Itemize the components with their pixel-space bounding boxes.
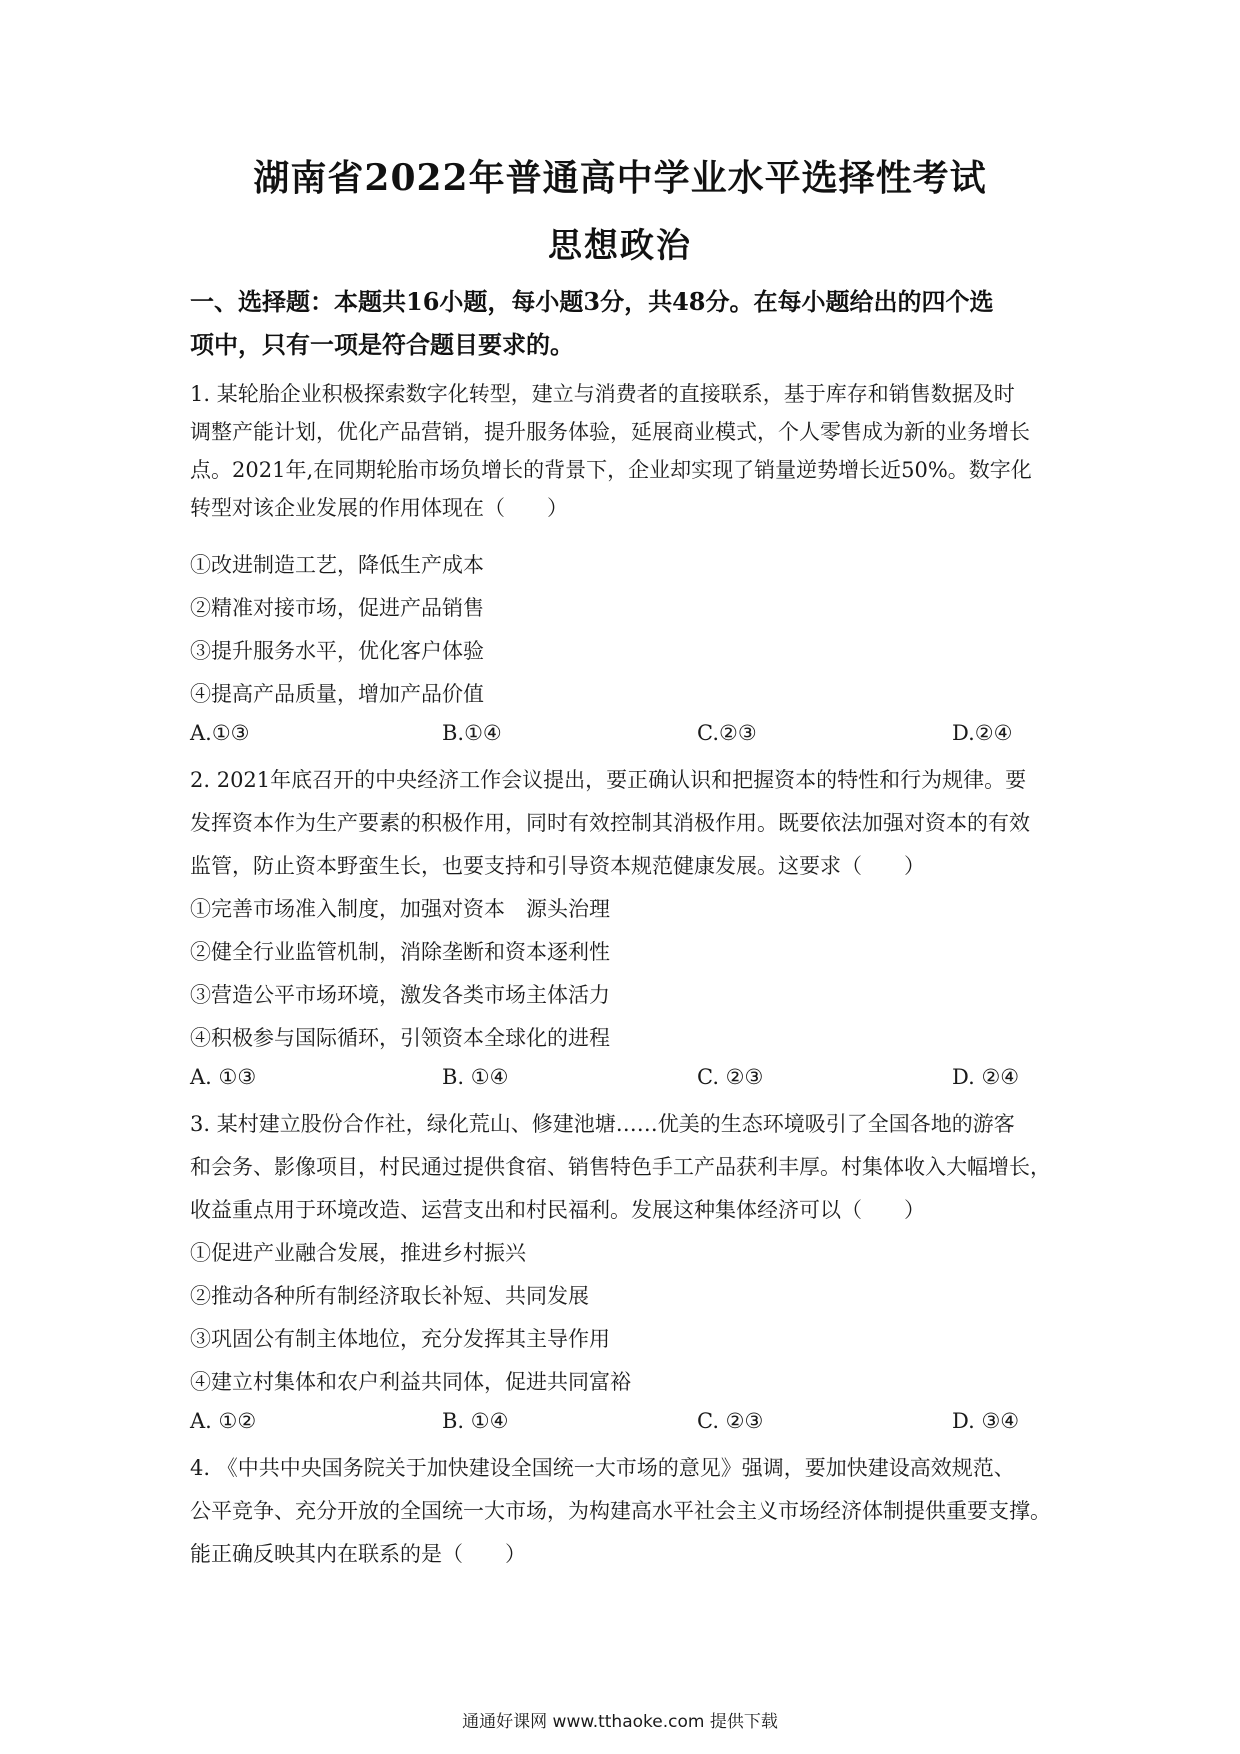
section-heading <box>190 280 1070 366</box>
q4-text-line: 能正确反映其内在联系的是（ ） <box>190 1542 526 1566</box>
q1-option-d[interactable]: D.②④ <box>952 721 1013 745</box>
q1-option-a[interactable]: A.①③ <box>190 721 250 745</box>
q1-option-b[interactable]: B.①④ <box>442 721 502 745</box>
q2-text-line: 监管，防止资本野蛮生长，也要支持和引导资本规范健康发展。这要求（ ） <box>190 854 925 878</box>
q3-text-line: 3. 某村建立股份合作社，绿化荒山、修建池塘……优美的生态环境吸引了全国各地的游客 <box>190 1112 1015 1136</box>
q1-text-line: 调整产能计划，优化产品营销，提升服务体验，延展商业模式，个人零售成为新的业务增长 <box>190 420 1030 444</box>
q1-item: ③提升服务水平，优化客户体验 <box>190 639 484 663</box>
q1-item: ④提高产品质量，增加产品价值 <box>190 682 484 706</box>
q3-option-a[interactable]: A. ①② <box>190 1409 257 1433</box>
q2-item: ④积极参与国际循环，引领资本全球化的进程 <box>190 1026 610 1050</box>
q2-item: ①完善市场准入制度，加强对资本 源头治理 <box>190 897 610 921</box>
q3-option-d[interactable]: D. ③④ <box>952 1409 1020 1433</box>
q2-text-line: 发挥资本作为生产要素的积极作用，同时有效控制其消极作用。既要依法加强对资本的有效 <box>190 811 1030 835</box>
q3-item: ④建立村集体和农户利益共同体，促进共同富裕 <box>190 1370 631 1394</box>
section-line-1: 一、选择题：本题共16小题，每小题3分，共48分。在每小题给出的四个选 <box>190 287 994 316</box>
q2-option-a[interactable]: A. ①③ <box>190 1065 257 1089</box>
q2-option-c[interactable]: C. ②③ <box>697 1065 764 1089</box>
q4-text-line: 公平竞争、充分开放的全国统一大市场，为构建高水平社会主义市场经济体制提供重要支撑。 <box>190 1499 1051 1523</box>
q2-item: ②健全行业监管机制，消除垄断和资本逐利性 <box>190 940 610 964</box>
q3-text-line: 收益重点用于环境改造、运营支出和村民福利。发展这种集体经济可以（ ） <box>190 1198 925 1222</box>
q2-text-line: 2. 2021年底召开的中央经济工作会议提出，要正确认识和把握资本的特性和行为规律。要 <box>190 768 1027 792</box>
q2-option-d[interactable]: D. ②④ <box>952 1065 1020 1089</box>
q2-item: ③营造公平市场环境，激发各类市场主体活力 <box>190 983 610 1007</box>
exam-title: 湖南省2022年普通高中学业水平选择性考试 <box>253 157 987 199</box>
q4-text-line: 4. 《中共中央国务院关于加快建设全国统一大市场的意见》强调，要加快建设高效规范、 <box>190 1456 1015 1480</box>
section-line-2: 项中，只有一项是符合题目要求的。 <box>190 330 574 359</box>
q3-item: ②推动各种所有制经济取长补短、共同发展 <box>190 1284 589 1308</box>
page-footer: 通通好课网 www.tthaoke.com 提供下载 <box>462 1712 778 1732</box>
q1-text-line: 1. 某轮胎企业积极探索数字化转型，建立与消费者的直接联系，基于库存和销售数据及时 <box>190 382 1015 406</box>
q2-option-b[interactable]: B. ①④ <box>442 1065 509 1089</box>
q1-option-c[interactable]: C.②③ <box>697 721 757 745</box>
q1-item: ①改进制造工艺，降低生产成本 <box>190 553 484 577</box>
q1-text-line: 点。2021年,在同期轮胎市场负增长的背景下，企业却实现了销量逆势增长近50%。数字化 <box>190 458 1032 482</box>
q1-text-line: 转型对该企业发展的作用体现在（ ） <box>190 496 568 520</box>
q3-text-line: 和会务、影像项目，村民通过提供食宿、销售特色手工产品获利丰厚。村集体收入大幅增长， <box>190 1155 1051 1179</box>
q1-item: ②精准对接市场，促进产品销售 <box>190 596 484 620</box>
subject-title: 思想政治 <box>548 226 692 266</box>
q3-option-b[interactable]: B. ①④ <box>442 1409 509 1433</box>
q3-option-c[interactable]: C. ②③ <box>697 1409 764 1433</box>
q3-item: ①促进产业融合发展，推进乡村振兴 <box>190 1241 526 1265</box>
q3-item: ③巩固公有制主体地位，充分发挥其主导作用 <box>190 1327 610 1351</box>
